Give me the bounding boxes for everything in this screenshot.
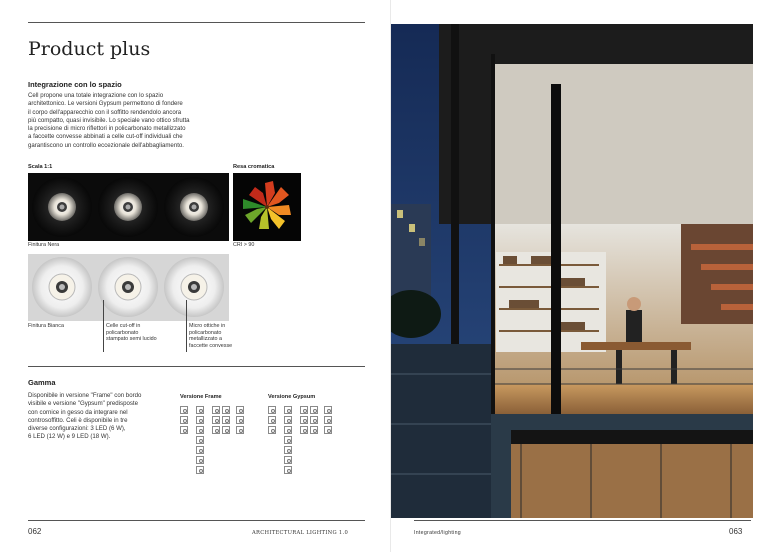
scale-label: Scala 1:1: [28, 164, 53, 170]
architecture-photo: [391, 24, 753, 518]
frame-3led-cell: [180, 406, 188, 414]
frame-6led-cell: [212, 416, 220, 424]
gypsum-6led-cell: [310, 416, 318, 424]
paragraph-line: controsoffitto. Celi è disponibile in tre: [28, 416, 128, 424]
color-rendering-label: Resa cromatica: [233, 164, 275, 170]
white-cell-3: [164, 257, 224, 317]
gypsum-6led-cell: [310, 426, 318, 434]
right-page: [391, 0, 781, 552]
gypsum-9led-block-cell: [324, 426, 332, 434]
gypsum-3led-cell: [268, 406, 276, 414]
gypsum-6led-cell: [300, 406, 308, 414]
gypsum-9led-cell: [284, 436, 292, 444]
gypsum-6led-cell: [300, 416, 308, 424]
frame-6led-cell: [212, 406, 220, 414]
callout-micro-optics: [189, 323, 232, 349]
gypsum-9led-cell: [284, 416, 292, 424]
middle-rule: [28, 366, 365, 367]
callout-cutoff-cells: [106, 323, 157, 343]
paragraph-line: architettonico. Le versioni Gypsum permettono di fondere: [28, 100, 183, 108]
frame-version-label: Versione Frame: [180, 394, 222, 400]
gypsum-6led-cell: [310, 406, 318, 414]
night-house-illustration: [391, 24, 753, 518]
black-fixture-illustration: [28, 173, 229, 241]
gypsum-9led-cell: [284, 406, 292, 414]
running-title-right: Integrated/lighting: [414, 530, 461, 536]
gypsum-version-label: Versione Gypsum: [268, 394, 316, 400]
frame-9led-cell: [196, 456, 204, 464]
section-heading-range: Gamma: [28, 378, 56, 387]
gypsum-9led-cell: [284, 426, 292, 434]
running-title-left: ARCHITECTURAL LIGHTING 1.0: [252, 530, 349, 536]
callout-line: policarbonato: [106, 329, 139, 336]
white-finish-caption: Finitura Bianca: [28, 323, 64, 329]
callout-line: Micro ottiche in: [189, 323, 226, 329]
paragraph-line: a faccette convesse abbinati a celle cut-off individuali che: [28, 133, 183, 141]
gypsum-6led-cell: [300, 426, 308, 434]
gypsum-9led-block-cell: [324, 406, 332, 414]
color-rendering-photo: [233, 173, 301, 241]
range-paragraph: [28, 392, 141, 442]
callout-line: policarbonato: [189, 329, 222, 336]
frame-6led-cell: [212, 426, 220, 434]
paragraph-line: più compatto, quasi invisibile. Lo speciale vano ottico sfrutta: [28, 116, 190, 124]
frame-9led-cell: [196, 466, 204, 474]
paragraph-line: Cell propone una totale integrazione con lo spazio: [28, 92, 164, 99]
frame-3led-cell: [180, 416, 188, 424]
frame-9led-cell: [196, 436, 204, 444]
white-fixture-illustration: [28, 254, 229, 321]
callout-line-1: [103, 300, 104, 352]
left-page: [0, 0, 390, 552]
frame-9led-block-cell: [236, 416, 244, 424]
page-number-left: 062: [28, 527, 42, 536]
paragraph-line: visibile e versione "Gypsum" predisposte: [28, 400, 138, 408]
frame-9led-cell: [196, 416, 204, 424]
gypsum-9led-cell: [284, 446, 292, 454]
white-cell-2: [98, 257, 158, 317]
frame-9led-block-cell: [236, 406, 244, 414]
gypsum-3led-cell: [268, 426, 276, 434]
page-title: Product plus: [28, 38, 151, 60]
gypsum-3led-cell: [268, 416, 276, 424]
black-cell-3: [164, 177, 224, 237]
paragraph-line: il corpo dell'apparecchio con il soffitto rendendolo ancora: [28, 108, 182, 116]
frame-6led-cell: [222, 426, 230, 434]
paragraph-line: con cornice in gesso da integrare nel: [28, 408, 128, 416]
white-cell-1: [32, 257, 92, 317]
frame-9led-block-cell: [236, 426, 244, 434]
black-finish-photo: [28, 173, 229, 241]
gypsum-9led-cell: [284, 466, 292, 474]
gypsum-9led-cell: [284, 456, 292, 464]
bottom-rule-right: [414, 520, 751, 521]
black-cell-1: [32, 177, 92, 237]
frame-3led-cell: [180, 426, 188, 434]
white-finish-photo: [28, 254, 229, 321]
paragraph-line: garantiscono un controllo eccezionale dell'abbagliamento.: [28, 141, 184, 149]
black-finish-caption: Finitura Nera: [28, 242, 60, 248]
paragraph-line: Disponibile in versione "Frame" con bordo: [28, 392, 142, 399]
callout-line-2: [186, 300, 187, 352]
callout-line: stampato semi lucido: [106, 336, 157, 343]
page-number-right: 063: [729, 527, 743, 536]
paragraph-line: 6 LED (12 W) e 9 LED (18 W).: [28, 433, 111, 441]
frame-6led-cell: [222, 406, 230, 414]
frame-9led-cell: [196, 446, 204, 454]
frame-9led-cell: [196, 406, 204, 414]
top-rule: [28, 22, 365, 23]
black-cell-2: [98, 177, 158, 237]
integration-paragraph: [28, 92, 190, 150]
gypsum-9led-block-cell: [324, 416, 332, 424]
callout-line: faccette convesse: [189, 342, 233, 349]
paragraph-line: la precisione di micro riflettori in policarbonato metallizzato: [28, 125, 186, 133]
callout-line: Celle cut-off in: [106, 323, 141, 329]
frame-9led-cell: [196, 426, 204, 434]
cri-caption: CRI > 90: [233, 242, 255, 248]
autumn-leaf-illustration: [233, 173, 301, 241]
section-heading-integration: Integrazione con lo spazio: [28, 80, 122, 89]
bottom-rule: [28, 520, 365, 521]
paragraph-line: diverse configurazioni: 3 LED (6 W),: [28, 425, 126, 433]
frame-6led-cell: [222, 416, 230, 424]
callout-line: metallizzato a: [189, 336, 222, 343]
